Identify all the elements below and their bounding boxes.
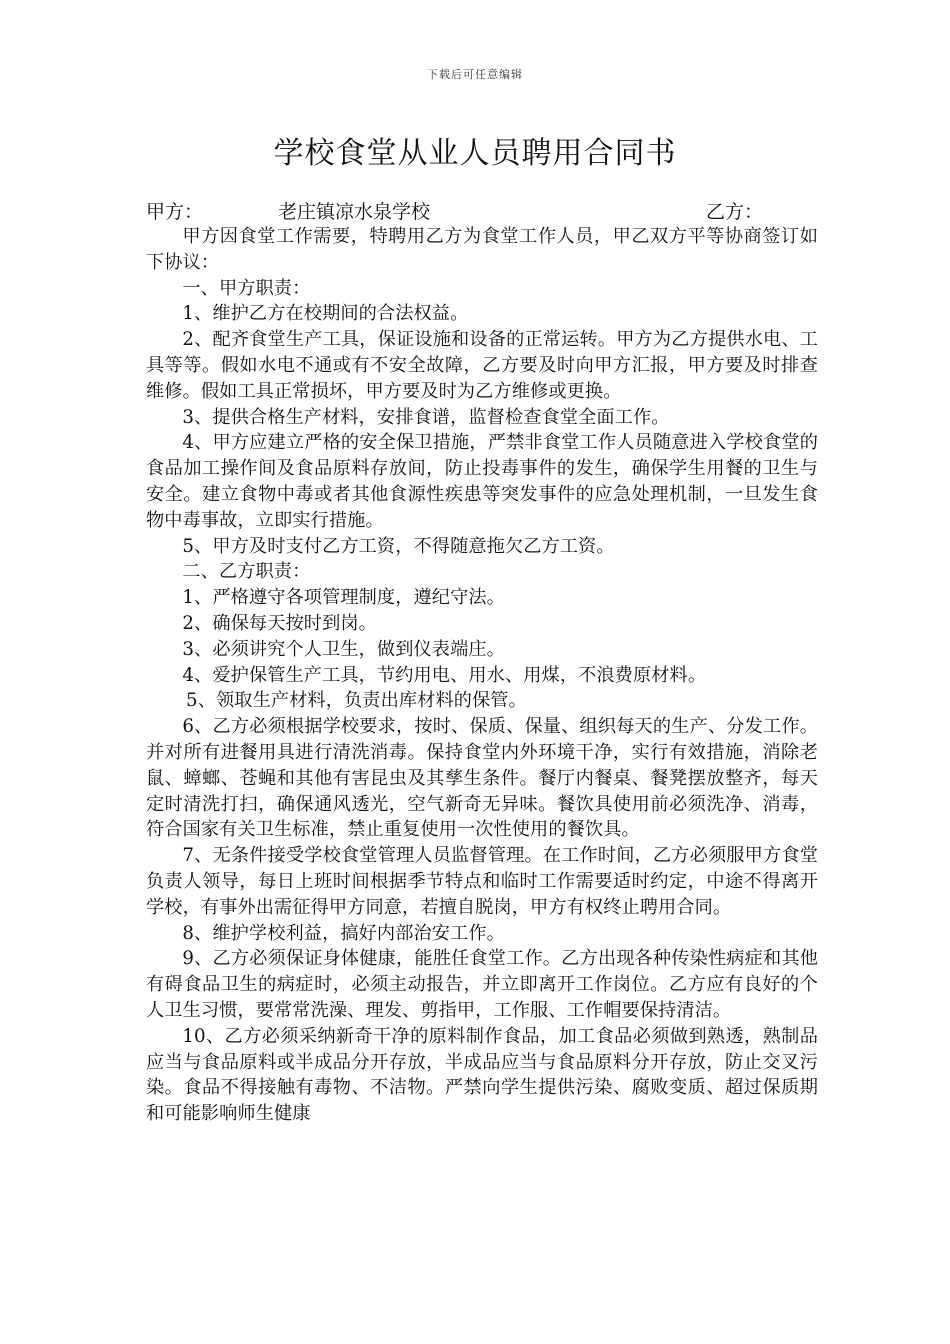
party-b-clause-8: 8、维护学校利益，搞好内部治安工作。 — [182, 922, 505, 944]
contract-body — [146, 224, 818, 1127]
parties-line — [146, 198, 826, 226]
party-a-name: 老庄镇凉水泉学校 — [278, 201, 431, 223]
party-b-clause-5: 5、领取生产材料，负责出库材料的保管。 — [186, 690, 527, 712]
party-a-clause-4: 4、甲方应建立严格的安全保卫措施，严禁非食堂工作人员随意进入学校食堂的食品加工操作间及食品原料存放间，防止投毒事件的发生，确保学生用餐的卫生与安全。建立食物中毒或者其他食源性疾患等突发事件的应急处理机制，一旦发生食物中毒事故，立即实行措施。 — [146, 432, 818, 531]
document-title: 学校食堂从业人员聘用合同书 — [273, 136, 677, 171]
intro-paragraph: 甲方因食堂工作需要，特聘用乙方为食堂工作人员，甲乙双方平等协商签订如下协议： — [146, 226, 818, 273]
section-heading-party-a: 一、甲方职责： — [182, 277, 311, 299]
party-b-clause-4: 4、爱护保管生产工具，节约用电、用水、用煤，不浪费原材料。 — [182, 664, 707, 686]
party-b-clause-6: 6、乙方必须根据学校要求，按时、保质、保量、组织每天的生产、分发工作。并对所有进餐用具进行清洗消毒。保持食堂内外环境干净，实行有效措施，消除老鼠、蟑螂、苍蝇和其他有害昆虫及其孳生条件。餐厅内餐桌、餐凳摆放整齐，每天定时清洗打扫，确保通风透光，空气新奇无异味。餐饮具使用前必须洗净、消毒，符合国家有关卫生标准，禁止重复使用一次性使用的餐饮具。 — [146, 716, 818, 841]
party-a-clause-2: 2、配齐食堂生产工具，保证设施和设备的正常运转。甲方为乙方提供水电、工具等等。假如水电不通或有不安全故障，乙方要及时向甲方汇报，甲方要及时排查维修。假如工具正常损坏，甲方要及时为乙方维修或更换。 — [146, 329, 818, 402]
party-b-clause-1: 1、严格遵守各项管理制度，遵纪守法。 — [182, 587, 505, 609]
party-a-clause-3: 3、提供合格生产材料，安排食谱，监督检查食堂全面工作。 — [182, 406, 670, 428]
party-a-label: 甲方： — [146, 201, 204, 223]
party-b-clause-3: 3、必须讲究个人卫生，做到仪表端庄。 — [182, 638, 505, 660]
party-a-clause-1: 1、维护乙方在校期间的合法权益。 — [182, 303, 469, 325]
party-b-label: 乙方： — [706, 201, 764, 223]
party-b-clause-7: 7、无条件接受学校食堂管理人员监督管理。在工作时间，乙方必须服甲方食堂负责人领导，每日上班时间根据季节特点和临时工作需要适时约定，中途不得离开学校，有事外出需征得甲方同意，若擅自脱岗，甲方有权终止聘用合同。 — [146, 845, 818, 918]
party-a-clause-5: 5、甲方及时支付乙方工资，不得随意拖欠乙方工资。 — [182, 535, 615, 557]
party-b-clause-2: 2、确保每天按时到岗。 — [182, 612, 377, 634]
header-note: 下载后可任意编辑 — [427, 68, 523, 81]
party-b-clause-10: 10、乙方必须采纳新奇干净的原料制作食品，加工食品必须做到熟透，熟制品应当与食品原料或半成品分开存放，半成品应当与食品原料分开存放，防止交叉污染。食品不得接触有毒物、不洁物。严禁向学生提供污染、腐败变质、超过保质期和可能影响师生健康 — [146, 1025, 818, 1125]
party-b-clause-9: 9、乙方必须保证身体健康，能胜任食堂工作。乙方出现各种传染性病症和其他有碍食品卫生的病症时，必须主动报告，并立即离开工作岗位。乙方应有良好的个人卫生习惯，要常常洗澡、理发、剪指甲，工作服、工作帽要保持清洁。 — [146, 948, 818, 1021]
section-heading-party-b: 二、乙方职责： — [182, 561, 311, 583]
